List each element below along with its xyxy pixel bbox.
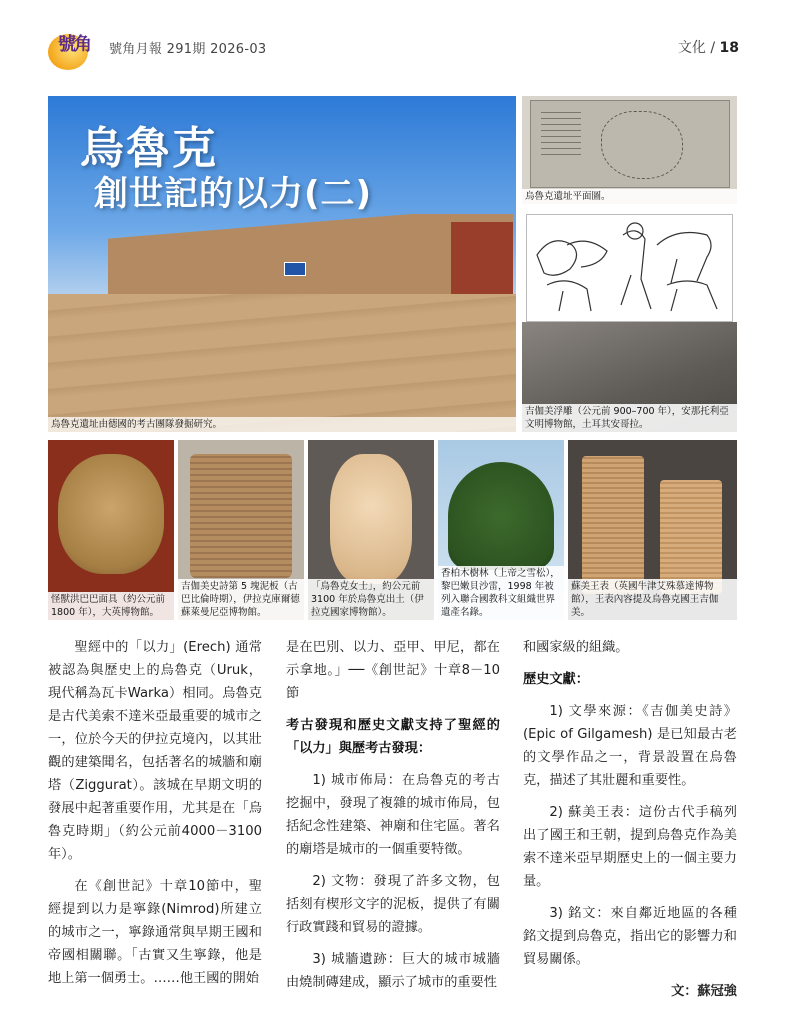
article-title: 烏魯克: [80, 123, 218, 174]
site-sign: [284, 262, 306, 276]
paragraph: 1) 文學來源：《吉伽美史詩》(Epic of Gilgamesh) 是已知最古老的文學作品之一，背景設置在烏魯克，描述了其壯麗和重要性。: [523, 704, 737, 788]
photo-lady-of-uruk: [308, 440, 434, 620]
head-sculpture: [330, 454, 412, 584]
article-column-2: [286, 636, 500, 1003]
paragraph: 3) 城牆遺跡：巨大的城市城牆由燒制磚建成，顯示了城市的重要性: [286, 952, 500, 990]
photo-sumerian-king-list: [568, 440, 737, 620]
section-page: [678, 37, 739, 57]
tablet-object: [190, 454, 292, 578]
cedar-tree: [448, 462, 554, 570]
article-column-3: [523, 636, 737, 1003]
photo-site-plan: [522, 96, 737, 204]
paragraph: 2) 蘇美王表：這份古代手稿列出了國王和王朝，提到烏魯克作為美索不達米亞早期歷史上的一個主要力量。: [523, 805, 737, 889]
magazine-logo: [48, 28, 100, 72]
page-header: [0, 0, 797, 80]
paragraph: 聖經中的「以力」(Erech) 通常被認為與歷史上的烏魯克（Uruk，現代稱為瓦卡Warka）相同。烏魯克是古代美索不達米亞最重要的城市之一，位於今天的伊拉克境內，以其壯觀的建築聞名，包括著名的城牆和廟塔（Ziggurat）。該城在早期文明的發展中起著重要作用，尤其是在「烏魯克時期」（約公元前4000－3100年）。: [48, 640, 262, 862]
photo-humbaba-mask: [48, 440, 174, 620]
section-heading: 歷史文獻：: [523, 672, 589, 687]
photo-cedar-forest: [438, 440, 564, 620]
paragraph: 是在巴別、以力、亞甲、甲尼，都在示拿地。」──《創世記》十章8－10節: [286, 640, 500, 701]
page-number: 18: [719, 40, 739, 56]
king-list-prism-2: [660, 480, 722, 594]
plan-caption: 烏魯克遺址平面圖。: [522, 189, 737, 204]
head-caption: 「烏魯克女士」，約公元前 3100 年於烏魯克出土（伊拉克國家博物館）。: [308, 579, 434, 620]
hero-caption: 烏魯克遺址由德國的考古團隊發掘研究。: [48, 417, 516, 432]
kings-caption: 蘇美王表（英國牛津艾殊慕達博物館），王表內容提及烏魯克國王吉伽美。: [568, 579, 737, 620]
relief-sketch-icon: [527, 215, 734, 323]
photo-gilgamesh-relief: [522, 210, 737, 432]
section-label: 文化 /: [677, 40, 716, 56]
plan-board: [530, 100, 730, 188]
king-list-prism-1: [582, 456, 644, 594]
desert-ground: [48, 294, 516, 432]
tablet-caption: 吉伽美史詩第 5 塊泥板（古巴比倫時期），伊拉克庫爾德蘇萊曼尼亞博物館。: [178, 579, 304, 620]
section-heading: 考古發現和歷史文獻支持了聖經的「以力」與歷考古發現：: [286, 718, 500, 756]
paragraph: 在《創世記》十章10節中，聖經提到以力是寧錄(Nimrod)所建立的城市之一，寧錄通常與早期王國和帝國相關聯。「古實又生寧錄，他是地上第一個勇士。……他王國的開始: [48, 879, 262, 986]
cedar-caption: 香柏木樹林（上帝之雪松），黎巴嫩貝沙雷，1998 年被列入聯合國教科文組織世界遺產名錄。: [438, 566, 564, 620]
article-column-1: [48, 636, 262, 999]
paragraph: 和國家級的組織。: [523, 640, 629, 655]
issue-info: 號角月報 291期 2026-03: [109, 42, 267, 57]
relief-line-drawing: [526, 214, 733, 322]
paragraph: 2) 文物：發現了許多文物，包括刻有楔形文字的泥板，提供了有關行政實踐和貿易的證據。: [286, 874, 500, 935]
photo-clay-tablet: [178, 440, 304, 620]
paragraph: 1) 城市佈局：在烏魯克的考古挖掘中，發現了複雜的城市佈局，包括紀念性建築、神廟和住宅區。著名的廟塔是城市的一個重要特徵。: [286, 773, 500, 857]
mud-brick-wall: [108, 214, 513, 296]
relief-caption: 吉伽美浮雕（公元前 900–700 年），安那托利亞文明博物館，土耳其安哥拉。: [522, 404, 737, 432]
mask-caption: 怪獸洪巴巴面具（約公元前 1800 年），大英博物館。: [48, 592, 174, 620]
article-subtitle: 創世記的以力(二): [94, 174, 373, 214]
author-byline: 文：蘇冠強: [671, 984, 737, 999]
logo-text: 號角: [58, 34, 90, 55]
paragraph: 3) 銘文：來自鄰近地區的各種銘文提到烏魯克，指出它的影響力和貿易關係。: [523, 906, 737, 967]
mask-object: [58, 454, 164, 574]
hero-photo-uruk-site: [48, 96, 516, 432]
